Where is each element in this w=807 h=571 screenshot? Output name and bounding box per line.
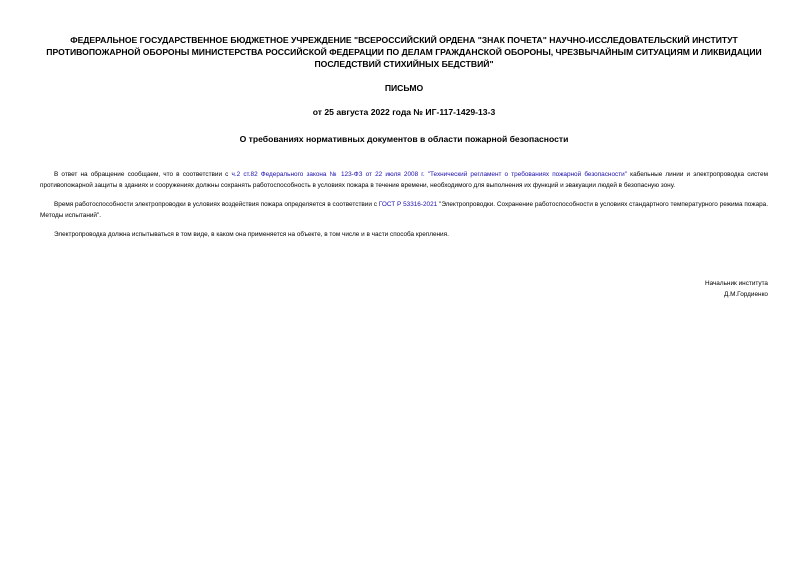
signatory-position: Начальник института [704, 280, 768, 287]
gost-link[interactable]: ГОСТ Р 53316-2021 [378, 201, 438, 208]
paragraph-1 [40, 169, 768, 191]
document-date-number: от 25 августа 2022 года № ИГ-117-1429-13-3 [312, 107, 496, 117]
paragraph-2-text-after: "Электропроводки. Сохранение работоспособности в условиях стандартного температурного режима пожара. Методы испытаний". [40, 201, 768, 219]
document-page [40, 34, 768, 298]
paragraph-1-text-before: В ответ на обращение сообщаем, что в соответствии с [54, 171, 232, 178]
issuer-header: ФЕДЕРАЛЬНОЕ ГОСУДАРСТВЕННОЕ БЮДЖЕТНОЕ УЧРЕЖДЕНИЕ "ВСЕРОССИЙСКИЙ ОРДЕНА "ЗНАК ПОЧЕТА" НАУЧНО-ИССЛЕДОВАТЕЛЬСКИЙ ИНСТИТУТ ПРОТИВОПОЖАРНОЙ ОБОРОНЫ МИНИСТЕРСТВА РОССИЙСКОЙ ФЕДЕРАЦИИ ПО ДЕЛАМ ГРАЖДАНСКОЙ ОБОРОНЫ, ЧРЕЗВЫЧАЙНЫМ СИТУАЦИЯМ И ЛИКВИДАЦИИ ПОСЛЕДСТВИЙ СТИХИЙНЫХ БЕДСТВИЙ" [46, 35, 762, 69]
signatory-name: Д.М.Гордиенко [723, 291, 768, 298]
paragraph-3: Электропроводка должна испытываться в том виде, в каком она применяется на объекте, в том числе и в части способа крепления. [54, 231, 449, 238]
paragraph-2 [40, 199, 768, 221]
document-subject: О требованиях нормативных документов в области пожарной безопасности [239, 134, 569, 144]
federal-law-link[interactable]: ч.2 ст.82 Федерального закона № 123-ФЗ от 22 июля 2008 г. "Технический регламент о требованиях пожарной безопасности" [231, 171, 627, 178]
document-type: ПИСЬМО [384, 83, 424, 93]
signature-block [705, 278, 768, 300]
paragraph-2-text-before: Время работоспособности электропроводки в условиях воздействия пожара определяется в соответствии с [54, 201, 379, 208]
paragraph-1-text-after: кабельные линии и электропроводка систем противопожарной защиты в зданиях и сооружениях должны сохранять работоспособность в условиях пожара в течение времени, необходимого для выполнения их функций и эвакуации людей в безопасную зону. [40, 171, 768, 189]
